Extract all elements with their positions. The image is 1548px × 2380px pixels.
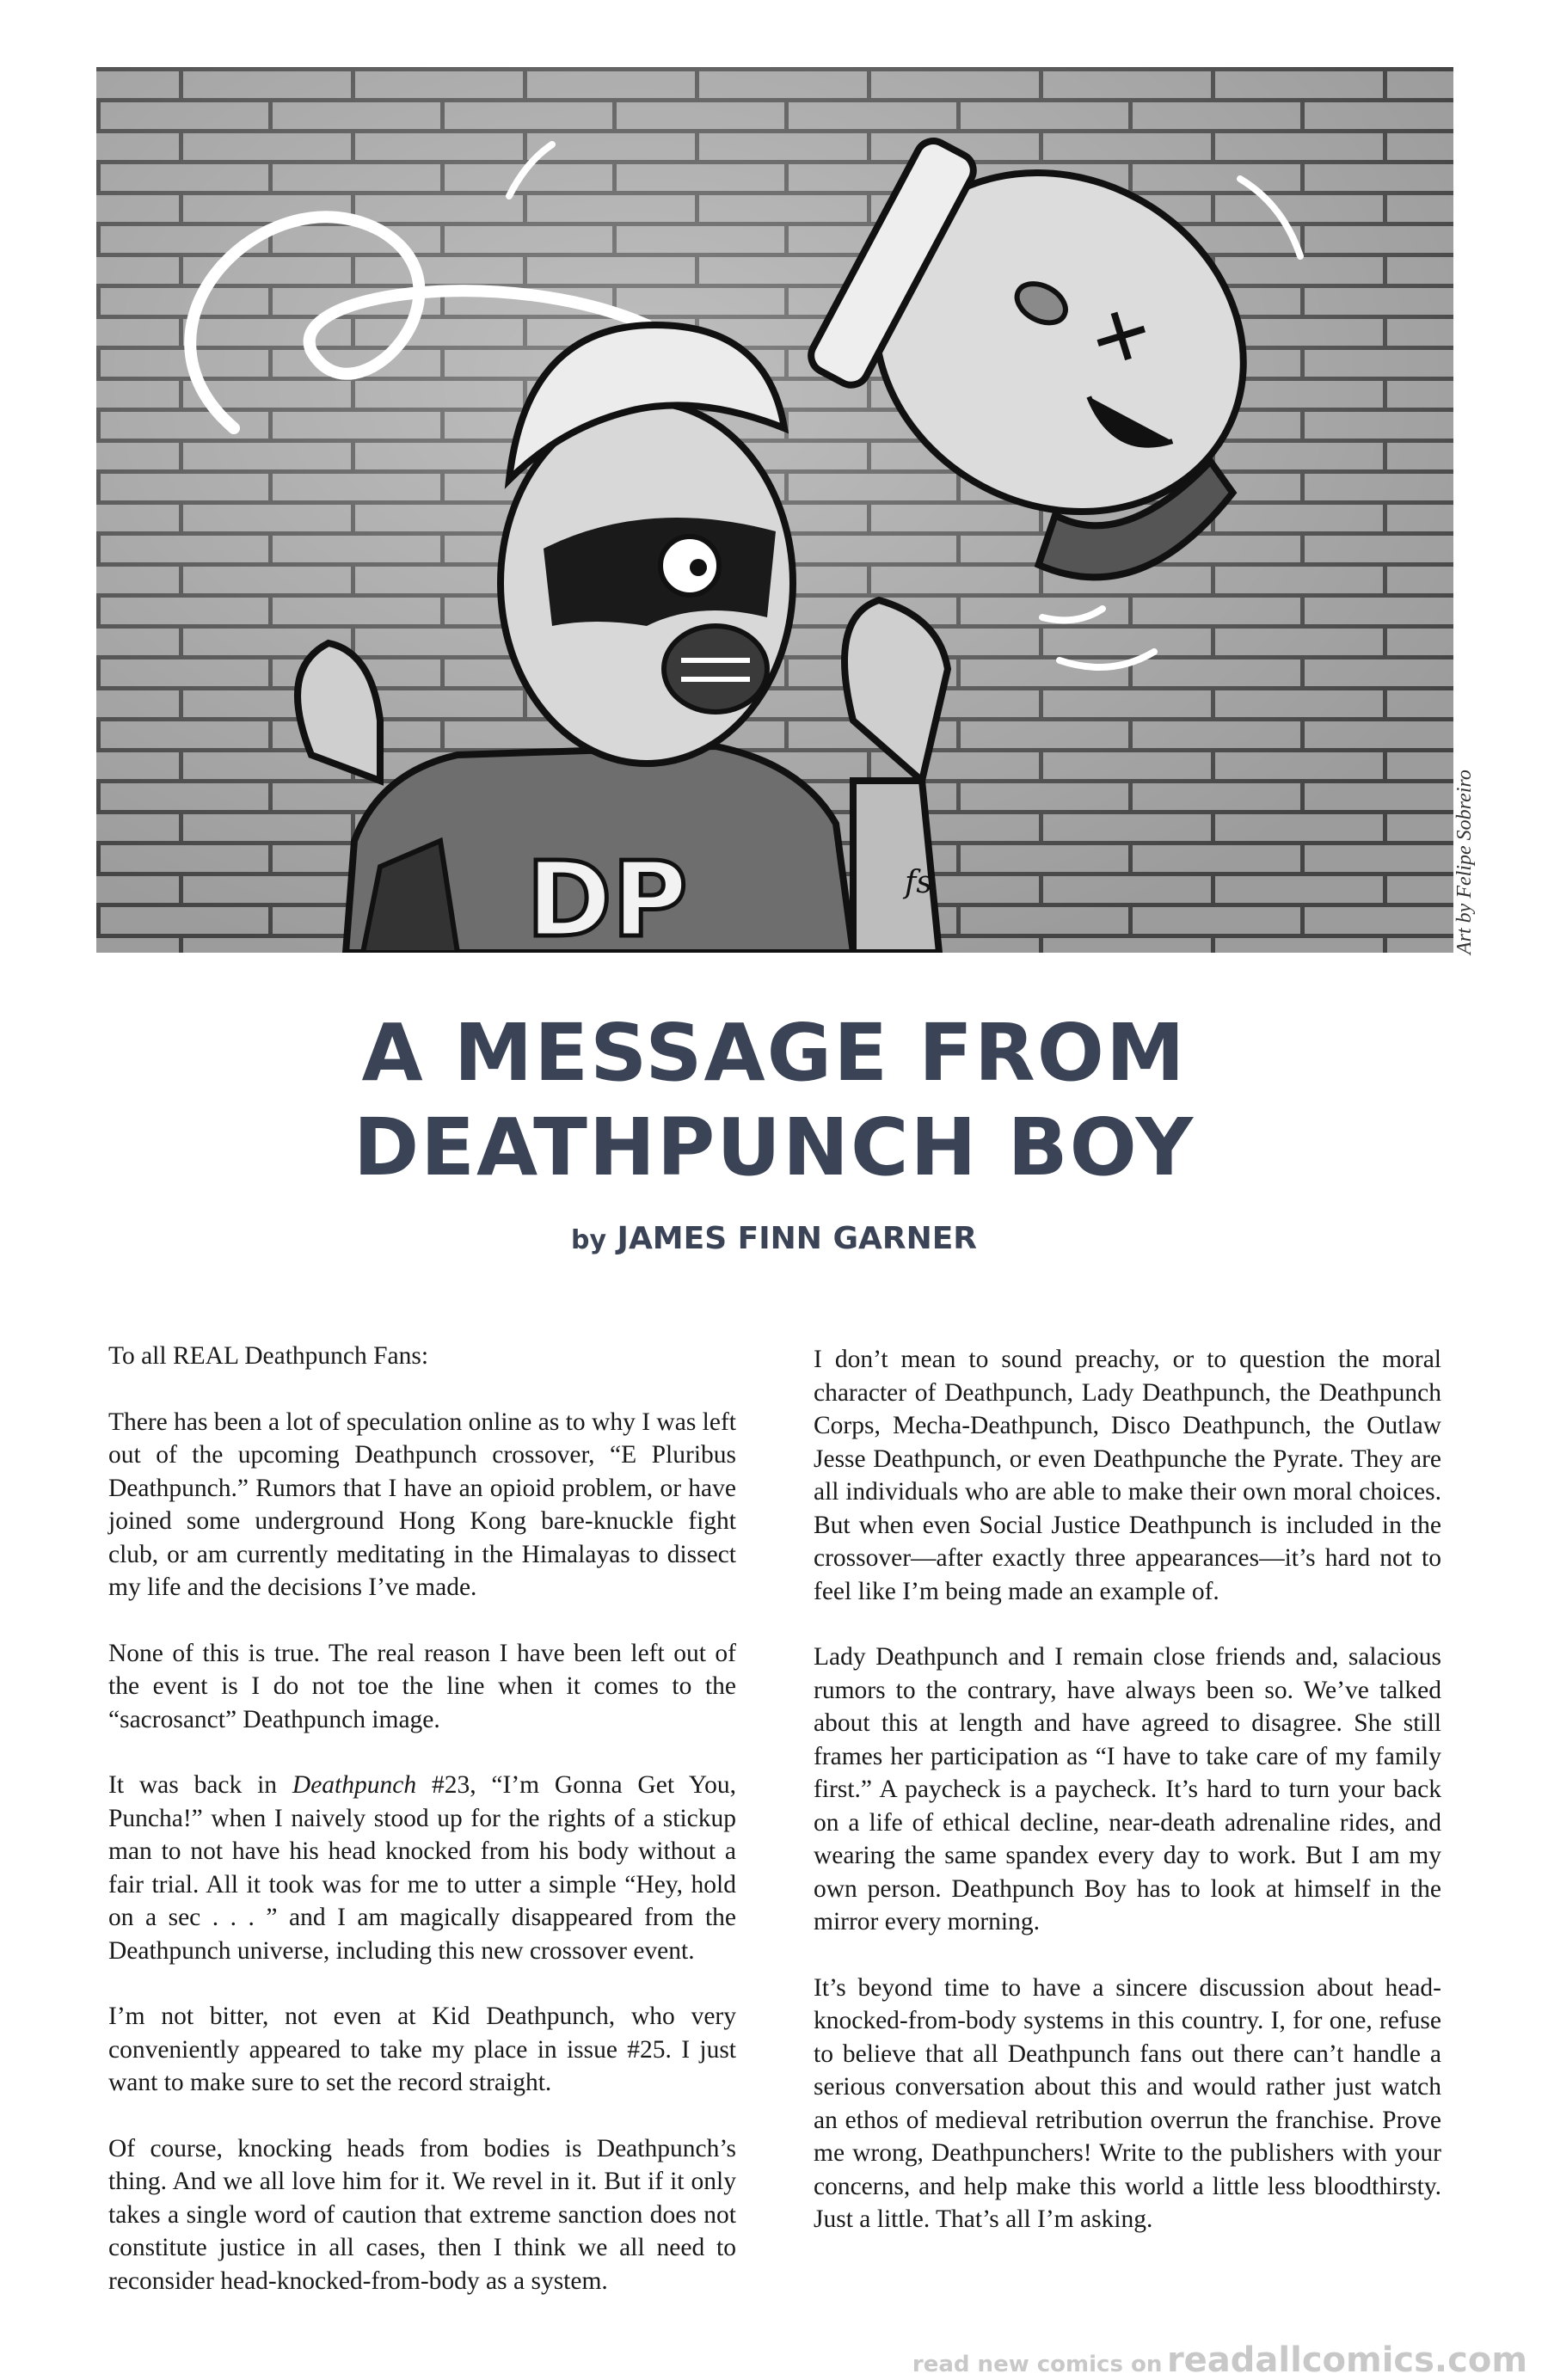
artist-signature: fs [905,865,932,900]
left-column [108,1340,736,2330]
byline [0,1221,1548,1256]
art-credit-text: Art by Felipe Sobreiro [1453,770,1476,954]
article-title [0,1006,1548,1195]
paragraph [108,1769,736,1967]
byline-prefix: by [570,1225,606,1255]
paragraph: There has been a lot of speculation online as to why I was left out of the upcoming Deathpunch crossover, “E Pluribus Deathpunch.” Rumors that I have an opioid problem, or have joined some underground Hong Kong bare-knuckle fight club, or am currently meditating in the Himalayas to dissect my life and the decisions I’ve made. [108,1408,736,1601]
salutation: To all REAL Deathpunch Fans: [108,1342,429,1370]
site-watermark [912,2340,1527,2380]
right-column [814,1343,1441,2269]
paragraph: None of this is true. The real reason I have been left out of the event is I do not toe the line when it comes to the “sacrosanct” Deathpunch image. [108,1639,736,1733]
cartoon-drawing [96,67,1453,953]
paragraph: I don’t mean to sound preachy, or to question the moral character of Deathpunch, Lady Deathpunch, the Deathpunch Corps, Mecha-Deathpunch, Disco Deathpunch, the Outlaw Jesse Deathpunch, or even Deathpunche the Pyrate. They are all individuals who are able to make their own moral choices. But when even Social Justice Deathpunch is included in the crossover—after exactly three appearances—it’s hard not to feel like I’m being made an example of. [814,1346,1441,1605]
comic-title: Deathpunch [292,1771,417,1799]
paragraph: Of course, knocking heads from bodies is Deathpunch’s thing. And we all love him for it. We revel in it. But if it only takes a single word of caution that extreme sanction does not constitute justice in all cases, then I think we all need to reconsider head-knocked-from-body as a system. [108,2134,736,2295]
paragraph: I’m not bitter, not even at Kid Deathpunch, who very conveniently appeared to take my place in issue #25. I just want to make sure to set the record straight. [108,2003,736,2096]
author-name: JAMES FINN GARNER [617,1221,978,1256]
article-illustration [96,67,1453,953]
watermark-site: readallcomics.com [1166,2340,1527,2380]
paragraph: It’s beyond time to have a sincere discussion about head-knocked-from-body systems in this country. I, for one, refuse to believe that all Deathpunch fans out there can’t handle a serious conversation about this and would rather just watch an ethos of medieval retribution overrun the franchise. Prove me wrong, Deathpunchers! Write to the publishers with your concerns, and help make this world a little less bloodthirsty. Just a little. That’s all I’m asking. [814,1973,1441,2233]
watermark-prefix: read new comics on [912,2352,1163,2377]
jersey-letters: DP [526,841,688,953]
paragraph: Lady Deathpunch and I remain close friends and, salacious rumors to the contrary, have always been so. We’ve talked about this at length and have agreed to disagree. She still frames her participation as “I have to take care of my family first.” A paycheck is a paycheck. It’s hard to turn your back on a life of ethical decline, near-death adrenaline rides, and wearing the same spandex every day to work. But I am my own person. Deathpunch Boy has to look at himself in the mirror every morning. [814,1643,1441,1935]
art-credit [1453,748,1481,954]
title-line-1: A MESSAGE FROM [361,1007,1187,1099]
title-line-2: DEATHPUNCH BOY [353,1101,1195,1193]
paragraph-text: #23, “I’m Gonna Get You, Puncha!” when I naively stood up for the rights of a stickup man to not have his head knocked from his body without a fair trial. All it took was for me to utter a simple “Hey, hold on a sec . . . ” and I am magically disappeared from the Deathpunch universe, including this new crossover event. [108,1771,736,1965]
paragraph-text: It was back in [108,1771,292,1799]
